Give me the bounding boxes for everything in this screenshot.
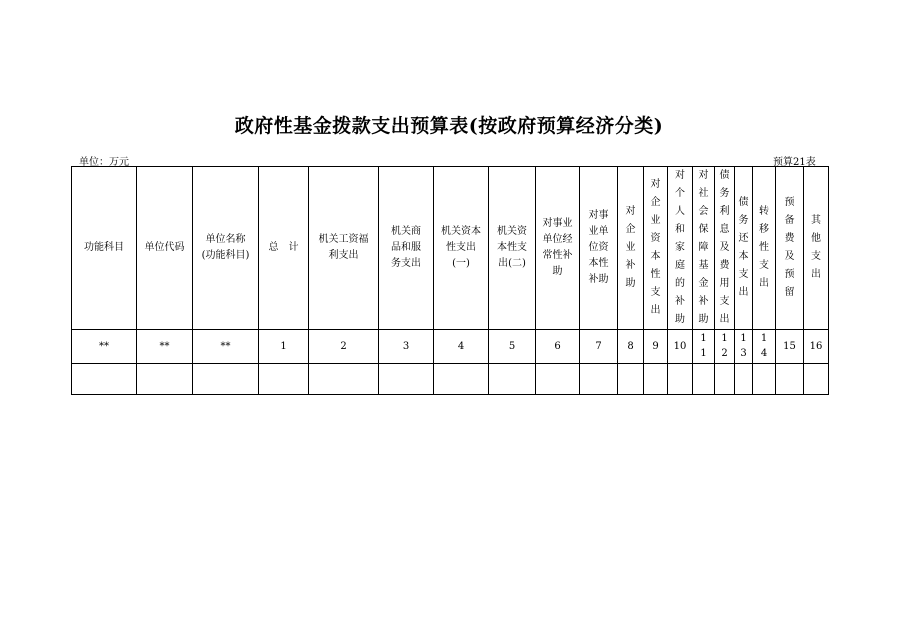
- empty-cell: [644, 364, 668, 395]
- number-cell: 11: [693, 330, 715, 364]
- empty-cell: [137, 364, 193, 395]
- number-cell: 15: [776, 330, 804, 364]
- empty-cell: [804, 364, 829, 395]
- number-cell: 14: [753, 330, 776, 364]
- header-cell: 转移性支出: [753, 167, 776, 330]
- header-cell: 对事业 单位经 常性补 助: [536, 167, 580, 330]
- header-cell: 机关工资福 利支出: [309, 167, 379, 330]
- table-number: 预算21表: [773, 157, 816, 168]
- number-cell: 16: [804, 330, 829, 364]
- header-cell: 债务利息及费用支出: [715, 167, 735, 330]
- data-row: [72, 364, 829, 395]
- header-cell: 预备费及预留: [776, 167, 804, 330]
- empty-cell: [715, 364, 735, 395]
- header-cell: 对企业补助: [618, 167, 644, 330]
- empty-cell: [489, 364, 536, 395]
- header-row: [72, 167, 829, 330]
- budget-table: [71, 166, 829, 395]
- empty-cell: [753, 364, 776, 395]
- number-cell: 3: [379, 330, 434, 364]
- empty-cell: [379, 364, 434, 395]
- empty-cell: [776, 364, 804, 395]
- number-cell: 2: [309, 330, 379, 364]
- header-cell: 机关商 品和服 务支出: [379, 167, 434, 330]
- empty-cell: [309, 364, 379, 395]
- number-cell: 5: [489, 330, 536, 364]
- page-title: 政府性基金拨款支出预算表(按政府预算经济分类): [234, 115, 664, 137]
- number-cell: **: [72, 330, 137, 364]
- empty-cell: [72, 364, 137, 395]
- empty-cell: [735, 364, 753, 395]
- number-cell: 12: [715, 330, 735, 364]
- empty-cell: [618, 364, 644, 395]
- number-cell: **: [137, 330, 193, 364]
- header-cell: 机关资本 性支出 (一): [434, 167, 489, 330]
- header-cell: 对个人和家庭的补助: [668, 167, 693, 330]
- number-cell: 13: [735, 330, 753, 364]
- header-cell: 总 计: [259, 167, 309, 330]
- header-cell: 债务还本支出: [735, 167, 753, 330]
- empty-cell: [668, 364, 693, 395]
- header-cell: 单位代码: [137, 167, 193, 330]
- header-cell: 对事 业单 位资 本性 补助: [580, 167, 618, 330]
- number-cell: **: [193, 330, 259, 364]
- number-cell: 7: [580, 330, 618, 364]
- header-cell: 对企业资本性支出: [644, 167, 668, 330]
- header-cell: 单位名称 (功能科目): [193, 167, 259, 330]
- header-cell: 功能科目: [72, 167, 137, 330]
- empty-cell: [536, 364, 580, 395]
- header-cell: 其他支出: [804, 167, 829, 330]
- number-cell: 8: [618, 330, 644, 364]
- empty-cell: [193, 364, 259, 395]
- empty-cell: [693, 364, 715, 395]
- empty-cell: [434, 364, 489, 395]
- header-cell: 对社会保障基金补助: [693, 167, 715, 330]
- empty-cell: [259, 364, 309, 395]
- number-cell: 4: [434, 330, 489, 364]
- empty-cell: [580, 364, 618, 395]
- number-cell: 6: [536, 330, 580, 364]
- number-cell: 10: [668, 330, 693, 364]
- column-number-row: [72, 330, 829, 364]
- number-cell: 9: [644, 330, 668, 364]
- header-cell: 机关资 本性支 出(二): [489, 167, 536, 330]
- unit-label: 单位：万元: [79, 157, 129, 168]
- number-cell: 1: [259, 330, 309, 364]
